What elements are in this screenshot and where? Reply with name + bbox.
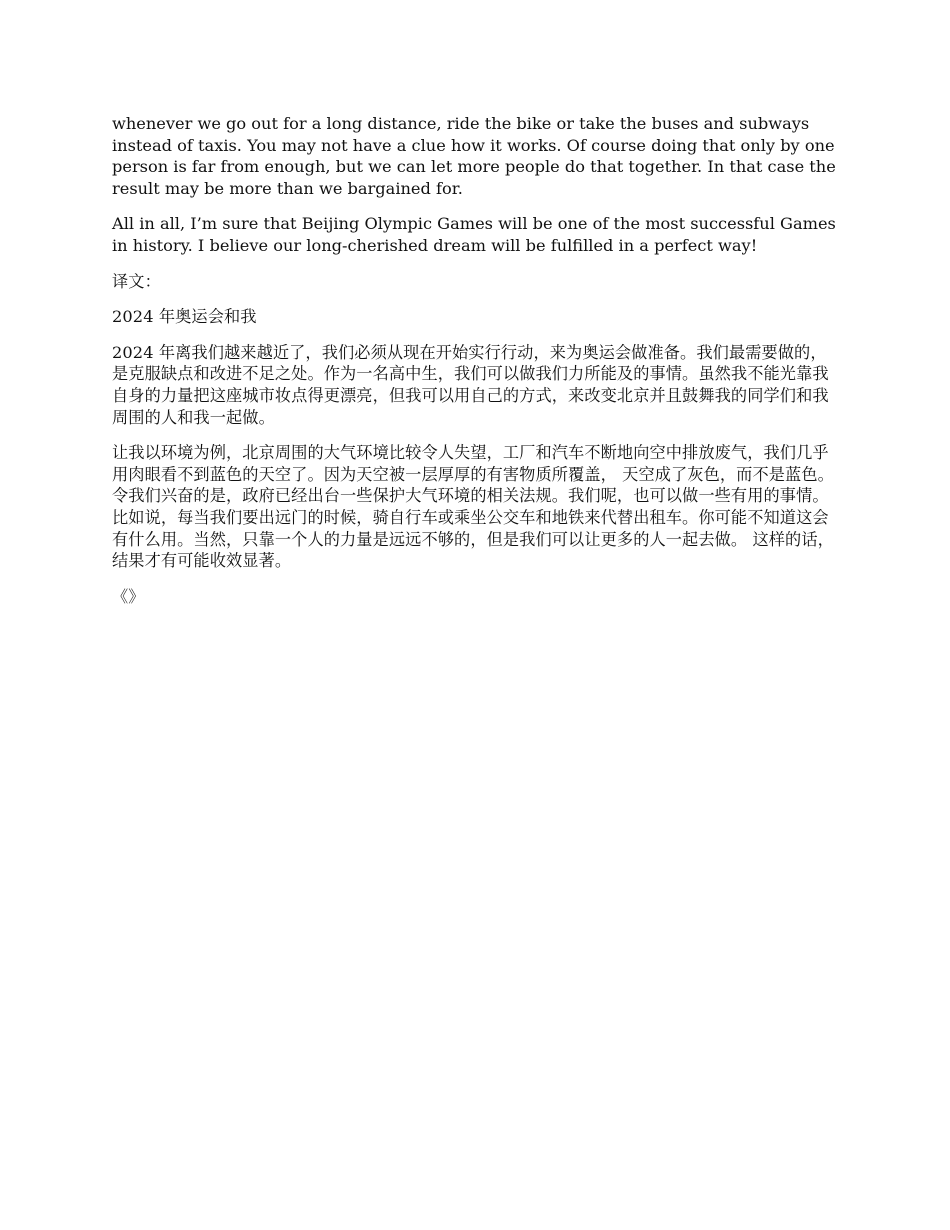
- paragraph-english-conclusion: All in all, I’m sure that Beijing Olympic Games will be one of the most successful Games in history. I believe our long-cherished dream will be fulfilled in a perfect way!: [112, 214, 836, 255]
- paragraph-english-environment: whenever we go out for a long distance, ride the bike or take the buses and subways instead of taxis. You may not have a clue how it works. Of course doing that only by one person is far from enough, but we can let more people do that together. In that case the result may be more than we bargained for.: [112, 114, 836, 198]
- paragraph-chinese-preparation: 2024 年离我们越来越近了，我们必须从现在开始实行行动，来为奥运会做准备。我们最需要做的，是克服缺点和改进不足之处。作为一名高中生，我们可以做我们力所能及的事情。虽然我不能光靠我自身的力量把这座城市妆点得更漂亮，但我可以用自己的方式，来改变北京并且鼓舞我的同学们和我周围的人和我一起做。: [112, 342, 829, 427]
- book-title-marks: 《》: [112, 586, 145, 606]
- paragraph-chinese-environment: 让我以环境为例，北京周围的大气环境比较令人失望，工厂和汽车不断地向空中排放废气，我们几乎用肉眼看不到蓝色的天空了。因为天空被一层厚厚的有害物质所覆盖， 天空成了灰色，而不是蓝色。令我们兴奋的是，政府已经出台一些保护大气环境的相关法规。我们呢，也可以做一些有用的事情。比如说，每当我们要出远门的时候，骑自行车或乘坐公交车和地铁来代替出租车。你可能不知道这会有什么用。当然，只靠一个人的力量是远远不够的，但是我们可以让更多的人一起去做。 这样的话，结果才有可能收效显著。: [112, 443, 834, 571]
- document-body: [112, 113, 842, 621]
- translation-label: 译文：: [112, 271, 161, 291]
- translation-title: 2024 年奥运会和我: [112, 307, 257, 327]
